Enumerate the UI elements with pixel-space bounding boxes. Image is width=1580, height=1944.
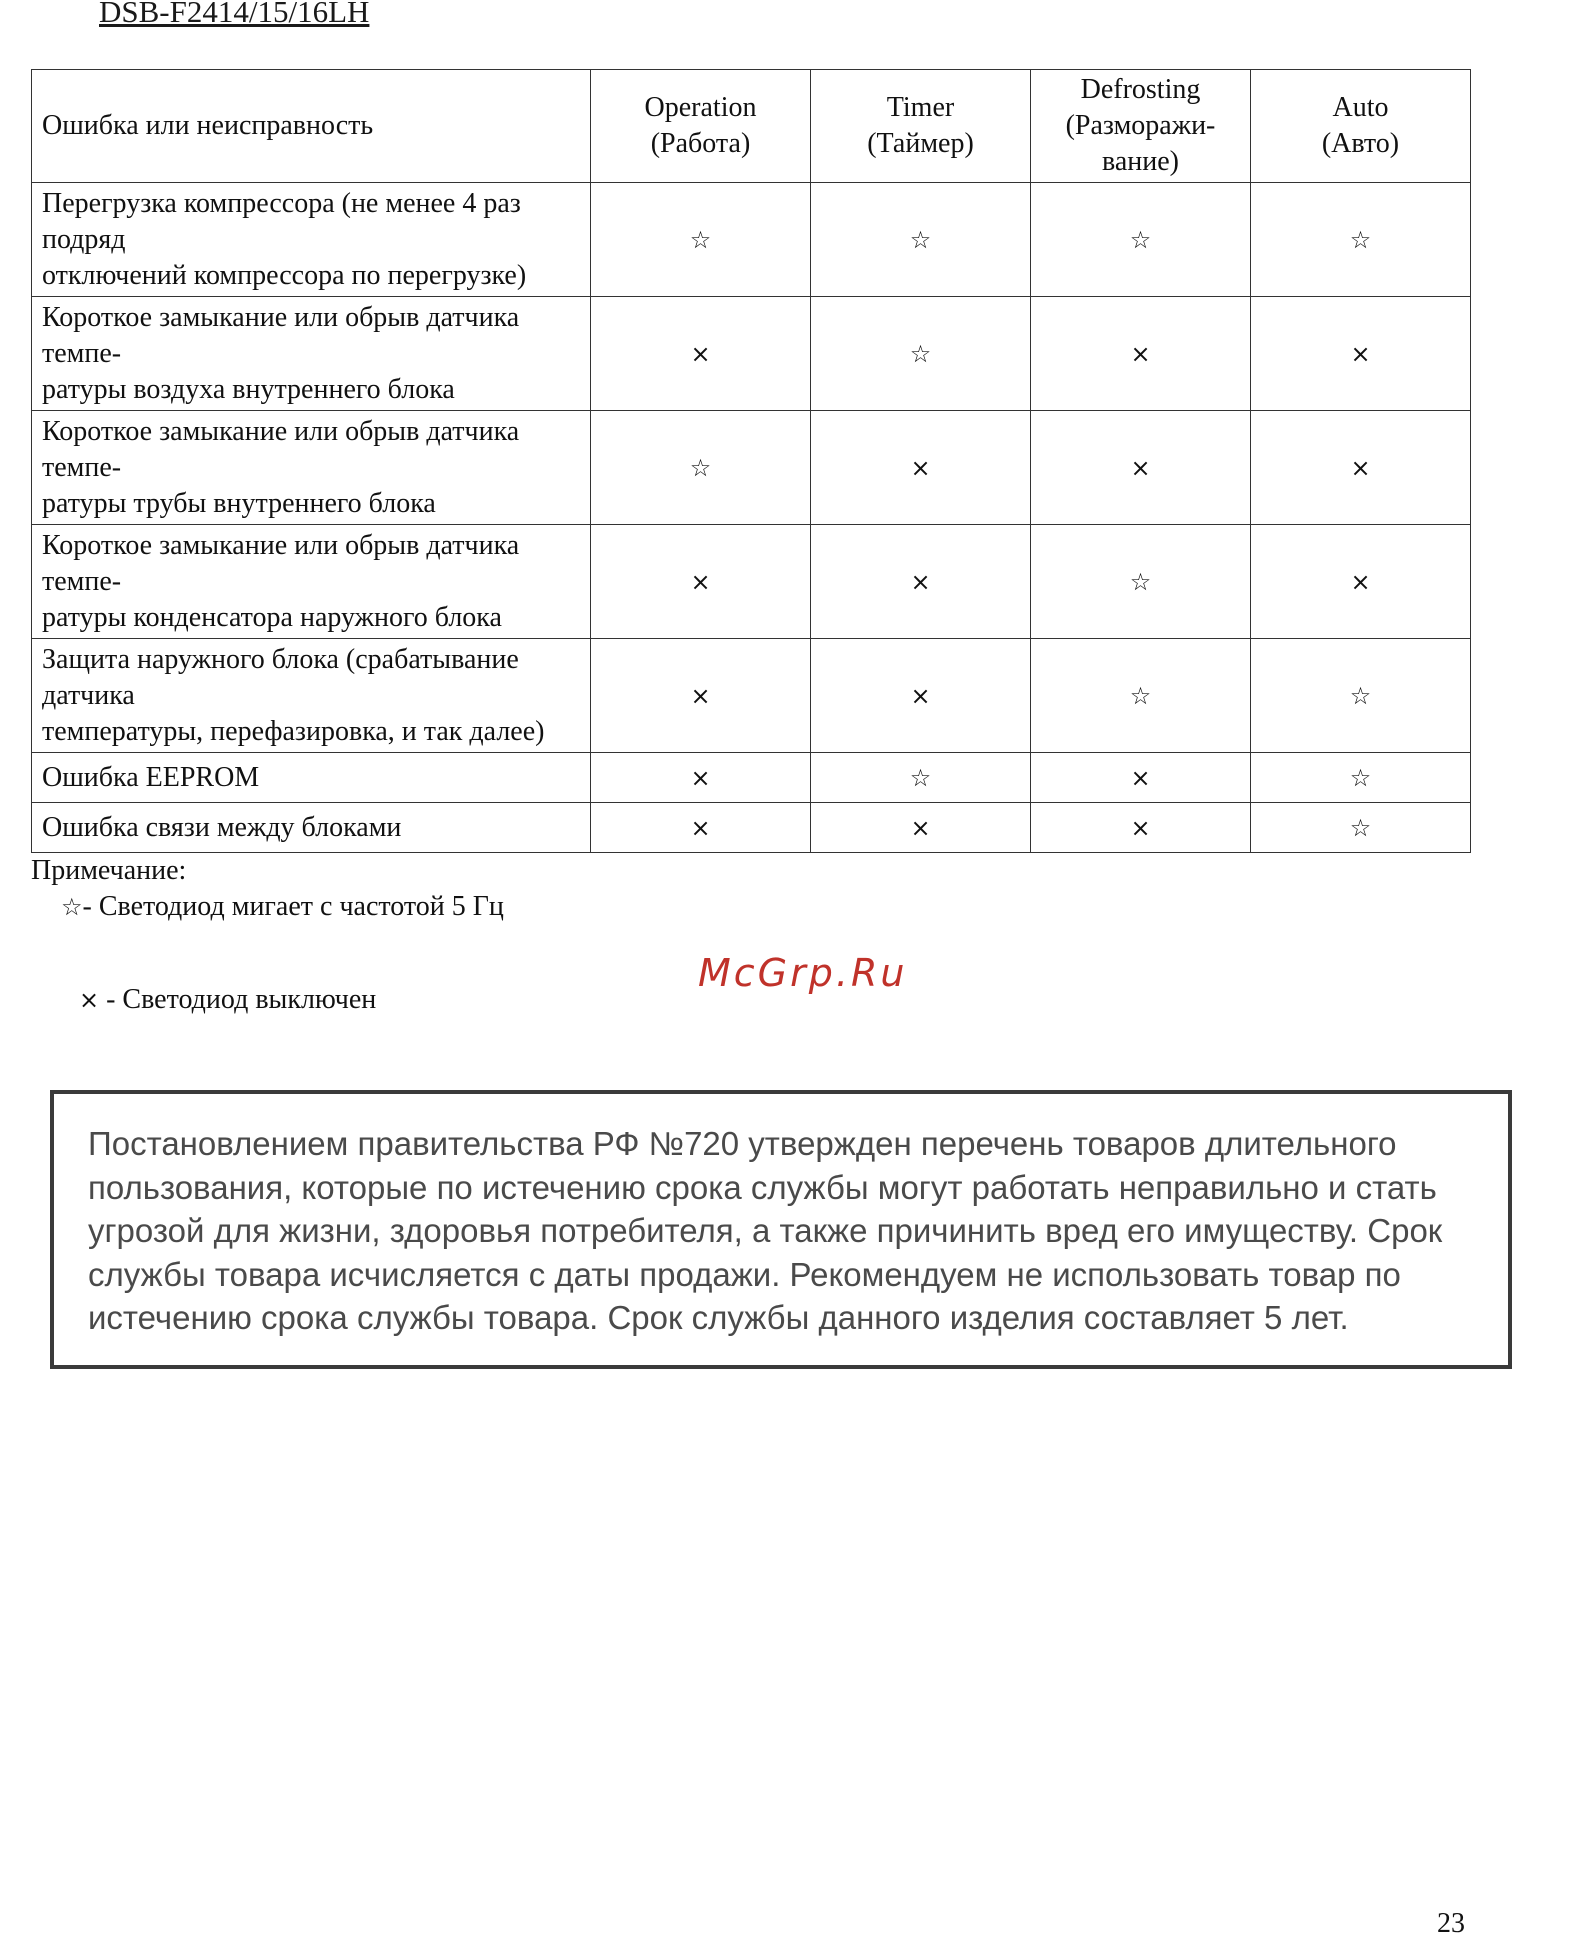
timer-indicator: × [811, 411, 1031, 525]
timer-indicator: × [811, 525, 1031, 639]
notes-title: Примечание: [31, 855, 187, 886]
operation-indicator: × [591, 753, 811, 803]
note-off [65, 952, 376, 1016]
auto-indicator: × [1251, 525, 1471, 639]
timer-indicator: × [811, 639, 1031, 753]
auto-indicator: ☆ [1251, 639, 1471, 753]
table-row [32, 639, 1471, 753]
column-header-error: Ошибка или неисправность [32, 70, 591, 183]
timer-indicator: ☆ [811, 183, 1031, 297]
operation-indicator: × [591, 803, 811, 853]
table-row [32, 525, 1471, 639]
error-description: Короткое замыкание или обрыв датчика темпе- ратуры воздуха внутреннего блока [32, 297, 591, 411]
timer-indicator: ☆ [811, 753, 1031, 803]
error-description: Перегрузка компрессора (не менее 4 раз подряд отключений компрессора по перегрузке) [32, 183, 591, 297]
defrosting-indicator: ☆ [1031, 639, 1251, 753]
operation-indicator: × [591, 639, 811, 753]
defrosting-indicator: ☆ [1031, 183, 1251, 297]
notice-line: службы товара исчисляется с даты продажи. Рекомендуем не использовать товар по [88, 1255, 1401, 1293]
defrosting-indicator: ☆ [1031, 525, 1251, 639]
notice-text [88, 1122, 1478, 1340]
table-header-row [32, 70, 1471, 183]
note-off-text: - Светодиод выключен [99, 984, 377, 1015]
column-header-auto: Auto (Авто) [1251, 70, 1471, 183]
column-header-defrosting: Defrosting (Разморажи- вание) [1031, 70, 1251, 183]
notice-line: истечению срока службы товара. Срок службы данного изделия составляет 5 лет. [88, 1299, 1349, 1336]
auto-indicator: ☆ [1251, 803, 1471, 853]
auto-indicator: ☆ [1251, 753, 1471, 803]
operation-indicator: × [591, 297, 811, 411]
star-icon: ☆ [61, 893, 83, 921]
auto-indicator: × [1251, 297, 1471, 411]
table-row [32, 803, 1471, 853]
operation-indicator: ☆ [591, 411, 811, 525]
error-description: Защита наружного блока (срабатывание датчика температуры, перефазировка, и так далее) [32, 639, 591, 753]
table-row [32, 297, 1471, 411]
defrosting-indicator: × [1031, 297, 1251, 411]
operation-indicator: ☆ [591, 183, 811, 297]
defrosting-indicator: × [1031, 803, 1251, 853]
timer-indicator: × [811, 803, 1031, 853]
notice-line: Постановлением правительства РФ №720 утвержден перечень товаров длительного [88, 1125, 1397, 1162]
service-life-notice [50, 1090, 1512, 1369]
column-header-timer: Timer (Таймер) [811, 70, 1031, 183]
table-row [32, 753, 1471, 803]
error-indication-table [31, 69, 1471, 853]
column-header-operation: Operation (Работа) [591, 70, 811, 183]
note-blinking [61, 891, 504, 923]
defrosting-indicator: × [1031, 411, 1251, 525]
error-description: Ошибка EEPROM [32, 753, 591, 803]
error-description: Короткое замыкание или обрыв датчика темпе- ратуры трубы внутреннего блока [32, 411, 591, 525]
note-blinking-text: - Светодиод мигает с частотой 5 Гц [82, 891, 504, 922]
error-description: Ошибка связи между блоками [32, 803, 591, 853]
auto-indicator: ☆ [1251, 183, 1471, 297]
notice-line: пользования, которые по истечению срока службы могут работать неправильно и стать [88, 1168, 1437, 1206]
error-description: Короткое замыкание или обрыв датчика темпе- ратуры конденсатора наружного блока [32, 525, 591, 639]
document-model-title: DSB-F2414/15/16LH [99, 0, 370, 29]
timer-indicator: ☆ [811, 297, 1031, 411]
operation-indicator: × [591, 525, 811, 639]
table-row [32, 183, 1471, 297]
page-number: 23 [1437, 1908, 1465, 1939]
defrosting-indicator: × [1031, 753, 1251, 803]
table-row [32, 411, 1471, 525]
cross-icon: × [79, 986, 100, 1014]
notice-line: угрозой для жизни, здоровья потребителя, а также причинить вред его имуществу. Срок [88, 1212, 1443, 1249]
watermark: McGrp.Ru [698, 951, 908, 995]
auto-indicator: × [1251, 411, 1471, 525]
